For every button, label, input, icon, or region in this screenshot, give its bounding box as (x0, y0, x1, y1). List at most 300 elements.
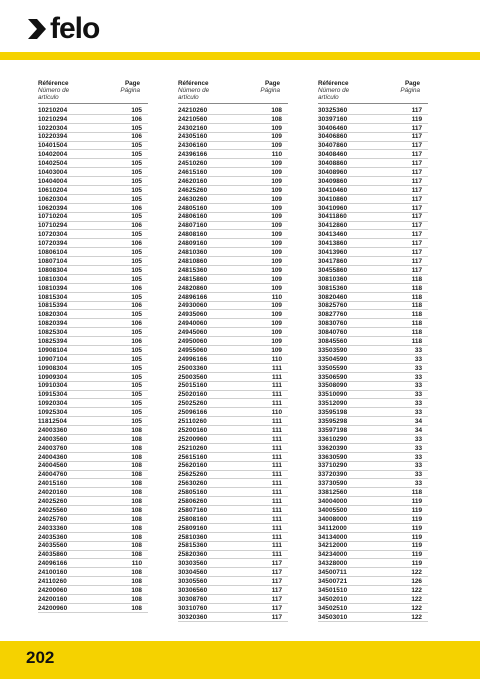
table-row (178, 613, 288, 622)
article-number: 25015160 (178, 382, 208, 390)
article-number: 33510090 (318, 391, 348, 399)
reference-label-es-2: artículo (178, 94, 199, 101)
page-reference: 119 (411, 560, 422, 568)
table-row (38, 213, 148, 222)
page-reference: 105 (131, 151, 142, 159)
page-reference: 111 (272, 533, 282, 541)
page-reference: 33 (414, 480, 422, 488)
article-number: 30810360 (318, 275, 348, 283)
page-reference: 105 (131, 409, 142, 417)
page-reference: 118 (411, 320, 422, 328)
page-reference: 117 (411, 177, 422, 185)
table-row (38, 533, 148, 542)
table-row (38, 186, 148, 195)
article-number: 10925304 (38, 409, 68, 417)
article-number: 30845560 (318, 337, 348, 345)
reference-index (0, 80, 480, 620)
column-header (38, 80, 148, 104)
page-reference: 118 (411, 293, 422, 301)
article-number: 24820860 (178, 284, 208, 292)
table-row (178, 399, 288, 408)
article-number: 34500711 (318, 569, 347, 577)
article-number: 24302160 (178, 124, 208, 132)
table-row (318, 497, 428, 506)
article-number: 10807104 (38, 257, 68, 265)
article-number: 10404004 (38, 177, 68, 185)
reference-label-es-2: artículo (38, 94, 59, 101)
page-reference: 106 (131, 240, 142, 248)
table-row (38, 168, 148, 177)
article-number: 24896166 (178, 293, 208, 301)
page-reference: 111 (272, 489, 282, 497)
table-row (318, 355, 428, 364)
article-number: 33595298 (318, 417, 348, 425)
table-row (318, 515, 428, 524)
article-number: 30306560 (178, 586, 208, 594)
table-row (318, 444, 428, 453)
page-reference: 105 (131, 106, 142, 114)
page-reference: 111 (272, 364, 282, 372)
article-number: 10907104 (38, 355, 68, 363)
table-row (178, 453, 288, 462)
table-row (38, 364, 148, 373)
article-number: 33710290 (318, 462, 348, 470)
page-reference: 105 (131, 346, 142, 354)
page-reference: 109 (271, 195, 282, 203)
table-row (38, 435, 148, 444)
table-row (178, 319, 288, 328)
page-reference: 109 (271, 257, 282, 265)
table-row (178, 177, 288, 186)
page-reference: 105 (131, 231, 142, 239)
table-row (318, 159, 428, 168)
table-row (318, 186, 428, 195)
table-row (318, 604, 428, 613)
article-number: 30320360 (178, 613, 208, 621)
page-reference: 105 (131, 169, 142, 177)
page-reference: 106 (131, 337, 142, 345)
table-row (318, 524, 428, 533)
table-row (38, 488, 148, 497)
table-row (38, 542, 148, 551)
article-number: 25810360 (178, 533, 208, 541)
article-number: 30830760 (318, 320, 348, 328)
page-reference: 108 (131, 462, 142, 470)
table-row (178, 168, 288, 177)
table-row (178, 551, 288, 560)
article-number: 30408460 (318, 151, 348, 159)
article-number: 30417860 (318, 257, 348, 265)
brand-name: felo (50, 12, 100, 45)
page-reference: 108 (131, 578, 142, 585)
page-reference: 33 (414, 400, 422, 408)
page-reference: 108 (131, 435, 142, 443)
table-row (318, 435, 428, 444)
page-reference: 105 (131, 364, 142, 372)
article-number: 10710204 (38, 213, 68, 221)
table-row (178, 391, 288, 400)
page-reference: 117 (411, 160, 422, 168)
page-reference: 111 (272, 497, 282, 505)
article-number: 10710294 (38, 222, 68, 230)
article-number: 25809160 (178, 524, 208, 532)
article-number: 30410460 (318, 186, 348, 194)
table-row (38, 559, 148, 568)
table-row (178, 488, 288, 497)
article-number: 34212000 (318, 542, 348, 550)
table-row (318, 337, 428, 346)
page-reference: 117 (271, 578, 282, 585)
page-reference: 117 (271, 569, 282, 577)
page-reference: 109 (271, 142, 282, 150)
article-number: 24815360 (178, 266, 208, 274)
table-row (178, 346, 288, 355)
article-number: 24035560 (38, 542, 68, 550)
page-reference: 119 (411, 515, 422, 523)
table-row (318, 275, 428, 284)
table-row (38, 293, 148, 302)
article-number: 24200060 (38, 586, 68, 594)
page-reference: 109 (271, 320, 282, 328)
article-number: 24025760 (38, 515, 68, 523)
index-column (318, 80, 428, 622)
table-row (178, 124, 288, 133)
article-number: 24930060 (178, 302, 208, 310)
table-row (318, 257, 428, 266)
article-number: 34004000 (318, 497, 348, 505)
table-row (318, 479, 428, 488)
article-number: 24306160 (178, 142, 208, 150)
page-label-es: Página (260, 87, 280, 94)
article-number: 24810860 (178, 257, 208, 265)
felo-chevron-icon (26, 17, 48, 41)
table-row (178, 524, 288, 533)
page-reference: 106 (131, 204, 142, 212)
table-row (38, 479, 148, 488)
article-number: 24630260 (178, 195, 208, 203)
article-number: 30305560 (178, 578, 208, 585)
page-reference: 33 (414, 364, 422, 372)
article-number: 30407860 (318, 142, 348, 150)
page-reference: 34 (414, 426, 422, 434)
page-reference: 109 (271, 302, 282, 310)
table-row (178, 159, 288, 168)
table-row (318, 568, 428, 577)
article-number: 24004760 (38, 471, 68, 479)
article-number: 10825394 (38, 337, 68, 345)
article-number: 30325360 (318, 106, 348, 114)
page-reference: 119 (411, 506, 422, 514)
table-row (38, 310, 148, 319)
page-reference: 111 (272, 373, 282, 381)
table-row (178, 133, 288, 142)
page-reference: 111 (272, 426, 282, 434)
article-number: 33620390 (318, 444, 348, 452)
article-number: 30408860 (318, 160, 348, 168)
page-reference: 108 (131, 489, 142, 497)
page-reference: 108 (131, 480, 142, 488)
article-number: 24210560 (178, 115, 208, 123)
table-row (178, 275, 288, 284)
article-number: 10915304 (38, 391, 68, 399)
page-reference: 122 (411, 586, 422, 594)
page-reference: 117 (411, 169, 422, 177)
article-number: 30409860 (318, 177, 348, 185)
table-row (318, 542, 428, 551)
page-reference: 119 (411, 524, 422, 532)
table-row (318, 533, 428, 542)
article-number: 24625260 (178, 186, 208, 194)
table-row (318, 346, 428, 355)
page-reference: 119 (411, 497, 422, 505)
table-row (318, 471, 428, 480)
table-row (38, 391, 148, 400)
reference-label-es-2: artículo (318, 94, 339, 101)
table-row (178, 533, 288, 542)
table-row (38, 453, 148, 462)
article-number: 24004560 (38, 462, 68, 470)
article-number: 34008000 (318, 515, 348, 523)
article-number: 24945060 (178, 329, 208, 337)
page-reference: 117 (411, 106, 422, 114)
page-reference: 109 (271, 266, 282, 274)
table-row (178, 328, 288, 337)
page-reference: 122 (411, 604, 422, 612)
page-reference: 108 (131, 533, 142, 541)
table-row (318, 302, 428, 311)
table-row (38, 604, 148, 613)
page-reference: 34 (414, 417, 422, 425)
table-row (318, 177, 428, 186)
article-number: 24950060 (178, 337, 208, 345)
table-row (318, 364, 428, 373)
page-reference: 33 (414, 373, 422, 381)
article-number: 24396166 (178, 151, 208, 159)
page-reference: 109 (271, 346, 282, 354)
table-row (178, 115, 288, 124)
article-number: 30413860 (318, 240, 348, 248)
article-number: 24033360 (38, 524, 68, 532)
table-row (38, 239, 148, 248)
table-row (38, 417, 148, 426)
page-reference: 106 (131, 320, 142, 328)
page-reference: 105 (131, 257, 142, 265)
page-reference: 109 (271, 133, 282, 141)
page-reference: 122 (411, 595, 422, 603)
page-reference: 117 (411, 249, 422, 257)
article-number: 30304560 (178, 569, 208, 577)
article-number: 30310760 (178, 604, 208, 612)
felo-logo (26, 12, 100, 45)
page-reference: 105 (131, 195, 142, 203)
page-reference: 105 (131, 186, 142, 194)
article-number: 24004360 (38, 453, 68, 461)
article-number: 25625260 (178, 471, 208, 479)
page-reference: 109 (271, 329, 282, 337)
table-row (178, 435, 288, 444)
article-number: 10403004 (38, 169, 68, 177)
table-row (38, 577, 148, 586)
table-row (318, 328, 428, 337)
table-row (178, 382, 288, 391)
page-reference: 106 (131, 222, 142, 230)
article-number: 25003360 (178, 364, 208, 372)
page-reference: 118 (411, 275, 422, 283)
page-reference: 109 (271, 169, 282, 177)
article-number: 34234000 (318, 551, 348, 559)
article-number: 25620160 (178, 462, 208, 470)
page-reference: 33 (414, 346, 422, 354)
article-number: 10920304 (38, 400, 68, 408)
table-row (38, 586, 148, 595)
table-row (178, 230, 288, 239)
article-number: 24305160 (178, 133, 208, 141)
table-row (38, 568, 148, 577)
table-row (38, 328, 148, 337)
page-reference: 105 (131, 417, 142, 425)
article-number: 10808304 (38, 266, 68, 274)
page-reference: 109 (271, 186, 282, 194)
article-number: 10610204 (38, 186, 68, 194)
page-reference: 108 (271, 115, 282, 123)
table-row (178, 186, 288, 195)
table-row (38, 551, 148, 560)
table-row (178, 106, 288, 115)
table-row (38, 426, 148, 435)
page-reference: 105 (131, 391, 142, 399)
page-reference: 111 (272, 444, 282, 452)
table-row (318, 222, 428, 231)
article-number: 33597198 (318, 426, 348, 434)
table-row (318, 559, 428, 568)
table-row (38, 471, 148, 480)
page-reference: 118 (411, 311, 422, 319)
article-number: 10402504 (38, 160, 68, 168)
table-row (38, 337, 148, 346)
table-row (38, 230, 148, 239)
page-reference: 105 (131, 373, 142, 381)
table-row (318, 586, 428, 595)
page-reference: 117 (271, 604, 282, 612)
page-reference: 109 (271, 222, 282, 230)
table-row (178, 222, 288, 231)
table-row (178, 408, 288, 417)
page-reference: 105 (131, 266, 142, 274)
table-row (318, 382, 428, 391)
page-reference: 117 (411, 266, 422, 274)
column-header (318, 80, 428, 104)
article-number: 10815304 (38, 293, 68, 301)
page-reference: 33 (414, 435, 422, 443)
article-number: 24003760 (38, 444, 68, 452)
article-number: 10620304 (38, 195, 68, 203)
article-number: 30825760 (318, 302, 348, 310)
table-row (38, 524, 148, 533)
table-row (318, 319, 428, 328)
table-row (178, 364, 288, 373)
article-number: 25808160 (178, 515, 208, 523)
page-reference: 106 (131, 133, 142, 141)
table-row (318, 462, 428, 471)
page-reference: 111 (272, 391, 282, 399)
article-number: 10210204 (38, 106, 68, 114)
table-row (318, 577, 428, 586)
article-number: 25210260 (178, 444, 208, 452)
article-number: 24025260 (38, 497, 68, 505)
article-number: 30397160 (318, 115, 348, 123)
table-row (318, 293, 428, 302)
page-reference: 109 (271, 231, 282, 239)
page-label: Page (124, 80, 140, 87)
page-reference: 110 (131, 560, 142, 568)
table-row (178, 568, 288, 577)
article-number: 30410960 (318, 204, 348, 212)
article-number: 24003560 (38, 435, 68, 443)
article-number: 10402004 (38, 151, 68, 159)
article-number: 10810394 (38, 284, 68, 292)
page-reference: 117 (271, 586, 282, 594)
page-reference: 109 (271, 249, 282, 257)
article-number: 10806104 (38, 249, 68, 257)
page-reference: 117 (271, 595, 282, 603)
page-label-es: Página (400, 87, 420, 94)
page-reference: 118 (411, 337, 422, 345)
table-row (178, 195, 288, 204)
page-reference: 122 (411, 613, 422, 621)
page-reference: 105 (131, 382, 142, 390)
article-number: 24015160 (38, 480, 68, 488)
article-number: 34502510 (318, 604, 348, 612)
page-reference: 111 (272, 506, 282, 514)
page-reference: 33 (414, 355, 422, 363)
page-reference: 111 (272, 462, 282, 470)
page-reference: 117 (411, 186, 422, 194)
article-number: 24807160 (178, 222, 208, 230)
page-reference: 117 (411, 222, 422, 230)
article-number: 34500721 (318, 578, 348, 585)
page-reference: 118 (411, 302, 422, 310)
table-row (178, 302, 288, 311)
page-reference: 111 (272, 515, 282, 523)
page-reference: 111 (272, 551, 282, 559)
article-number: 24806160 (178, 213, 208, 221)
table-row (318, 373, 428, 382)
page-reference: 110 (271, 293, 282, 301)
page-reference: 109 (271, 124, 282, 132)
page-reference: 108 (131, 542, 142, 550)
page-reference: 108 (131, 569, 142, 577)
table-row (318, 195, 428, 204)
page-reference: 33 (414, 453, 422, 461)
page-reference: 122 (411, 569, 422, 577)
table-row (318, 142, 428, 151)
article-number: 34112000 (318, 524, 347, 532)
page-reference: 111 (272, 480, 282, 488)
article-number: 30820460 (318, 293, 348, 301)
article-number: 24810360 (178, 249, 208, 257)
page-reference: 117 (271, 560, 282, 568)
article-number: 24955060 (178, 346, 208, 354)
article-number: 25805160 (178, 489, 208, 497)
table-row (38, 355, 148, 364)
article-number: 24620160 (178, 177, 208, 185)
table-row (318, 248, 428, 257)
table-row (318, 133, 428, 142)
article-number: 24815860 (178, 275, 208, 283)
article-number: 10720394 (38, 240, 68, 248)
table-row (178, 497, 288, 506)
table-row (318, 391, 428, 400)
